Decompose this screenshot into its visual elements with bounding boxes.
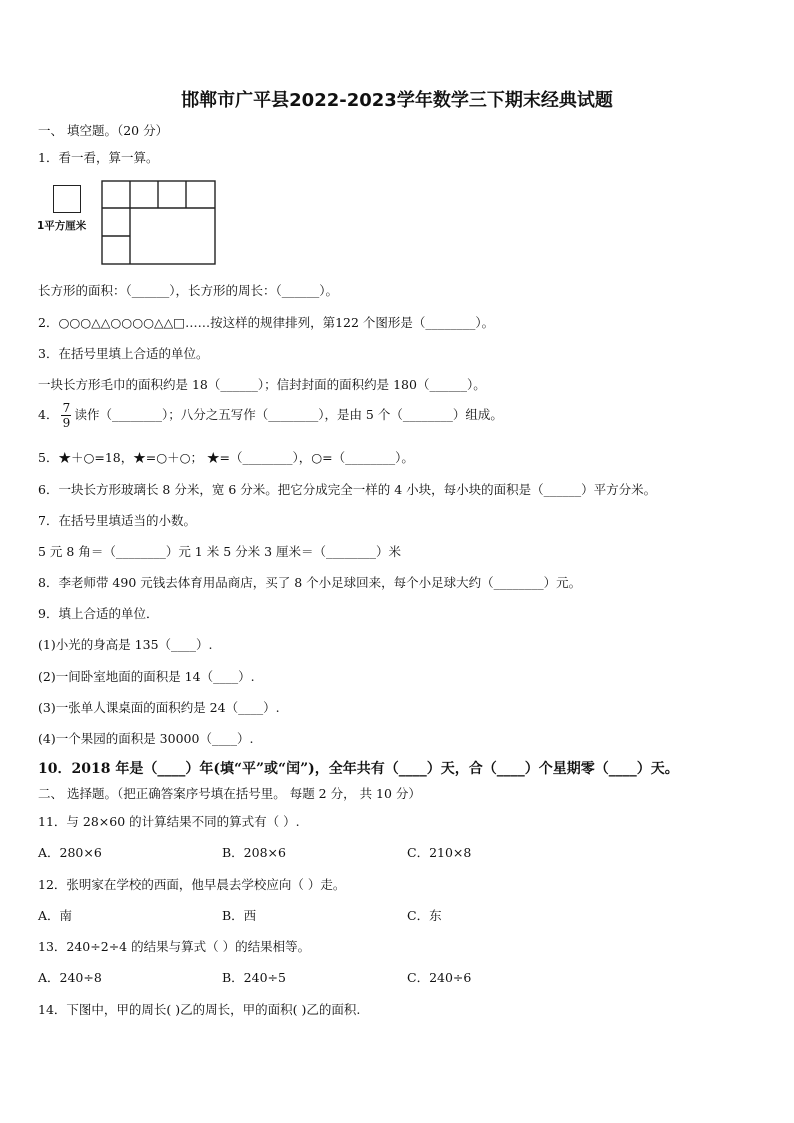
question-12: 12．张明家在学校的西面，他早晨去学校应向（ ）走。 — [38, 877, 346, 892]
question-12-option-a: A．南 — [38, 908, 73, 923]
question-12-option-b: B．西 — [222, 908, 257, 923]
question-13-option-a: A．240÷8 — [38, 970, 102, 985]
question-9-part-1: (1)小光的身高是 135（____）. — [38, 637, 213, 652]
page-title: 邯郸市广平县2022-2023学年数学三下期末经典试题 — [181, 90, 613, 111]
question-12-option-c: C．东 — [407, 908, 442, 923]
question-14: 14．下图中，甲的周长( )乙的周长，甲的面积( )乙的面积. — [38, 1002, 361, 1017]
question-9-part-3: (3)一张单人课桌面的面积约是 24（____）. — [38, 700, 280, 715]
section-fill-blank-header: 一、 填空题。（20 分） — [38, 123, 169, 138]
question-11-option-b: B．208×6 — [222, 845, 286, 860]
question-7-line: 5 元 8 角＝（________）元 1 米 5 分米 3 厘米＝（________）米 — [38, 544, 402, 559]
question-7: 7．在括号里填适当的小数。 — [38, 513, 196, 528]
question-13-option-b: B．240÷5 — [222, 970, 286, 985]
question-3-line: 一块长方形毛巾的面积约是 18（______）；信封封面的面积约是 180（______）。 — [38, 377, 486, 392]
question-10: 10．2018 年是（____）年(填“平”或“闰”)，全年共有（____）天，合（____）个星期零（____）天。 — [38, 761, 679, 777]
fraction-numerator: 7 — [62, 401, 71, 415]
question-9: 9．填上合适的单位． — [38, 606, 159, 621]
question-1-answer: 长方形的面积：（______），长方形的周长：（______）。 — [38, 283, 339, 298]
question-11: 11．与 28×60 的计算结果不同的算式有（ ）. — [38, 814, 300, 829]
question-13: 13．240÷2÷4 的结果与算式（ ）的结果相等。 — [38, 939, 311, 954]
question-8: 8．李老师带 490 元钱去体育用品商店，买了 8 个小足球回来，每个小足球大约（________）元。 — [38, 575, 582, 590]
question-11-option-c: C．210×8 — [407, 845, 472, 860]
question-1: 1．看一看，算一算。 — [38, 150, 159, 165]
question-4-text: 读作（________）；八分之五写作（________），是由 5 个（________）组成。 — [74, 407, 503, 422]
question-9-part-4: (4)一个果园的面积是 30000（____）. — [38, 731, 254, 746]
unit-square-label: 1平方厘米 — [37, 220, 87, 232]
rectangle-grid-figure — [101, 180, 217, 266]
question-11-option-a: A．280×6 — [38, 845, 102, 860]
question-6: 6．一块长方形玻璃长 8 分米，宽 6 分米。把它分成完全一样的 4 小块，每小块的面积是（______）平方分米。 — [38, 482, 657, 497]
question-2: 2．○○○△△○○○○△△□……按这样的规律排列，第122 个图形是（________）。 — [38, 315, 495, 330]
fraction-seven-ninths — [61, 402, 71, 429]
question-4 — [38, 402, 503, 429]
unit-square — [53, 185, 81, 213]
question-13-option-c: C．240÷6 — [407, 970, 472, 985]
question-4-number: 4． — [38, 407, 59, 422]
fraction-denominator: 9 — [62, 416, 71, 430]
section-choice-header: 二、 选择题。（把正确答案序号填在括号里。 每题 2 分， 共 10 分） — [38, 786, 421, 801]
question-3: 3．在括号里填上合适的单位。 — [38, 346, 209, 361]
question-5: 5．★＋○=18，★=○＋○； ★=（________），○=（________）。 — [38, 450, 414, 465]
question-9-part-2: (2)一间卧室地面的面积是 14（____）. — [38, 669, 255, 684]
